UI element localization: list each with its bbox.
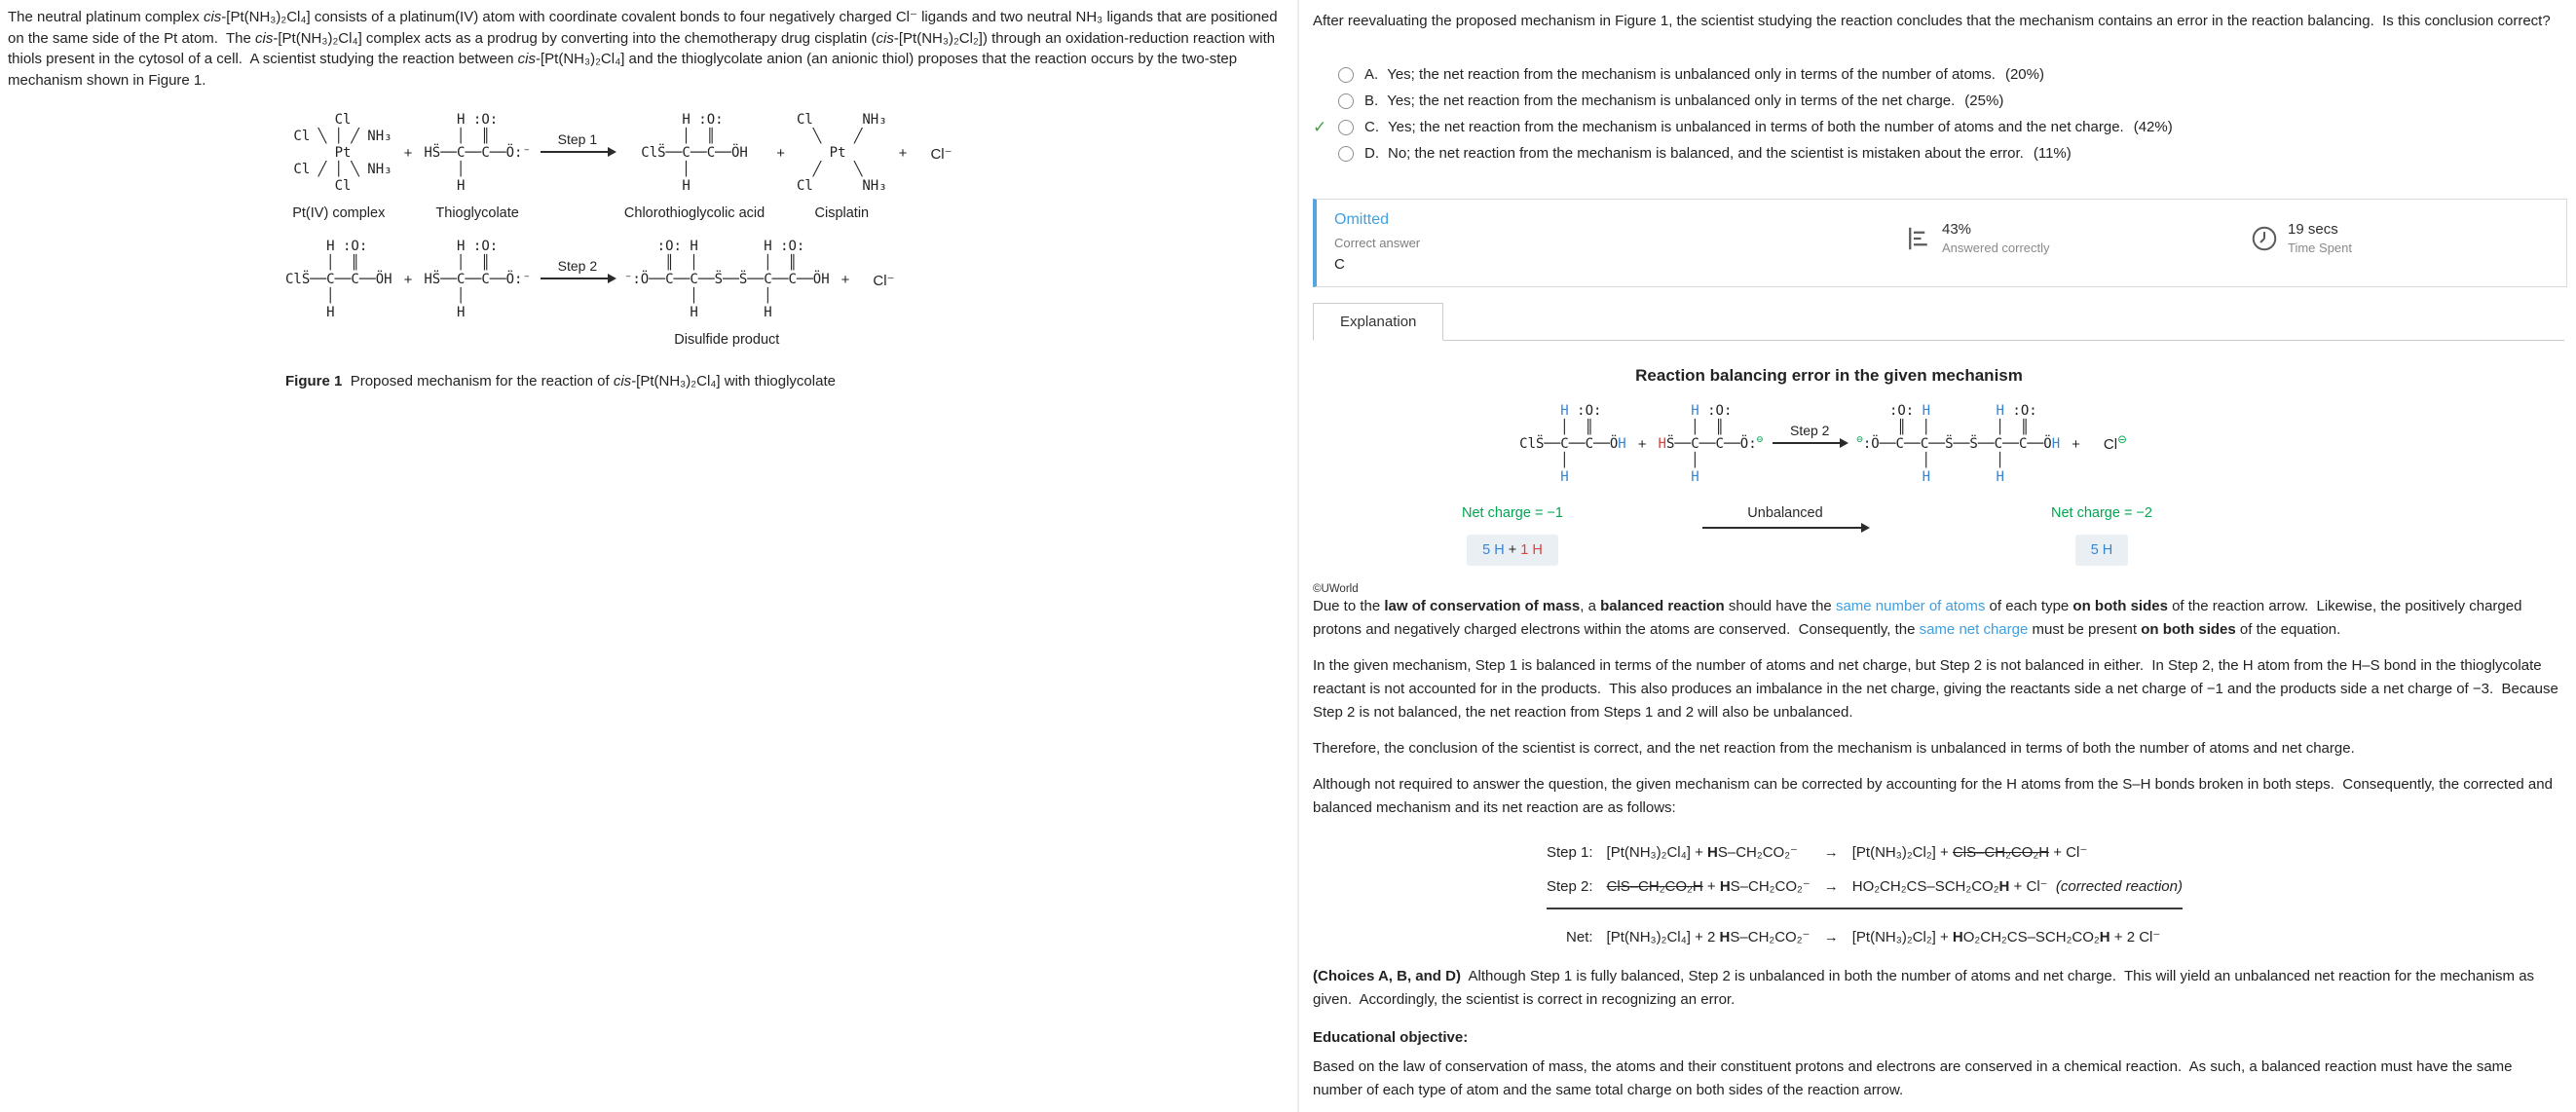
choice-text: Yes; the net reaction from the mechanism is unbalanced only in terms of the net charge. xyxy=(1387,93,1956,109)
answered-stat-text xyxy=(1942,221,2050,255)
text-segment: H xyxy=(1952,929,1963,945)
text-segment: [Pt(NH₃)₂Cl₂] + xyxy=(1851,844,1953,861)
text-segment: H xyxy=(1707,844,1718,861)
structure-line xyxy=(1519,436,1626,453)
plus-sign: + xyxy=(840,272,850,288)
choice-d[interactable] xyxy=(1313,145,2564,162)
step2-arrow-label: Step 2 xyxy=(1789,423,1830,438)
choice-percentage: (25%) xyxy=(1964,93,2004,109)
question-stem xyxy=(8,7,1288,91)
text-segment: Although not required to answer the question, the given mechanism can be corrected by accounting for the H atoms from the S–H bonds broken in both steps. Consequently, the corrected and balanced mechanism and its net reaction are as follows: xyxy=(1313,776,2557,816)
equation-sum-line xyxy=(1547,908,2183,909)
plus-sign: + xyxy=(1637,436,1647,453)
text-segment: H xyxy=(424,305,466,320)
text-segment: on both sides xyxy=(2072,598,2168,614)
choice-text: Yes; the net reaction from the mechanism is unbalanced in terms of both the number of atoms and the net charge. xyxy=(1388,119,2124,135)
step2-arrow-label: Step 2 xyxy=(557,258,598,274)
text-segment: H xyxy=(2051,436,2061,452)
explanation-paragraph-4 xyxy=(1313,773,2564,820)
structure-line xyxy=(641,145,748,162)
explanation-step2-reaction xyxy=(1519,403,2139,486)
structure-line xyxy=(424,178,531,195)
equation-arrow: → xyxy=(1823,878,1839,895)
explanation-content xyxy=(1313,341,2564,1102)
structure-line xyxy=(1856,469,2060,486)
text-segment: ClS̈──C──C──Ö xyxy=(1519,436,1619,452)
text-segment: 1 H xyxy=(1520,542,1543,558)
structure-line xyxy=(285,239,392,255)
text-segment: + xyxy=(1702,878,1720,895)
text-segment: S̈──C──C──Ö: xyxy=(1665,436,1757,452)
structure-line xyxy=(1856,403,2060,420)
plus-sign: + xyxy=(2072,436,2080,453)
text-segment: Cl xyxy=(2103,436,2118,453)
reaction-arrow-icon xyxy=(1773,442,1847,444)
structure-line xyxy=(424,112,531,129)
structure-line xyxy=(641,112,748,129)
educational-objective-text xyxy=(1313,1056,2564,1102)
text-segment: 5 H xyxy=(2090,542,2113,558)
structure-line xyxy=(1856,420,2060,436)
structure-line xyxy=(641,178,748,195)
text-segment: │ ║ xyxy=(1519,420,1593,435)
structure-line xyxy=(797,162,887,178)
text-segment: │ xyxy=(641,162,691,177)
text-segment: + Cl⁻ xyxy=(2009,878,2056,895)
text-segment: │ ║ xyxy=(424,129,490,144)
structure-line xyxy=(1519,420,1626,436)
text-segment: -[Pt(NH₃)₂Cl₄] consists of a platinum(IV) atom with coordinate covalent bonds to four negatively charged Cl⁻ ligands and two neutral NH₃ ligands that are positioned on the same side of the Pt atom. The xyxy=(8,9,1282,47)
choice-c-correct[interactable] xyxy=(1313,119,2564,135)
text-segment: :O: xyxy=(1699,403,1733,419)
text-segment: Although Step 1 is fully balanced, Step 2 is unbalanced in both the number of atoms and net charge. This will yield an unbalanced net reaction for the mechanism as given. Accordingly, the scientist is correct in recognizing an error. xyxy=(1313,968,2539,1008)
structure-line xyxy=(1519,453,1626,469)
answered-correctly-stat xyxy=(1904,221,2250,255)
choice-text: Yes; the net reaction from the mechanism is unbalanced only in terms of the number of atoms. xyxy=(1387,66,1996,83)
tab-explanation[interactable]: Explanation xyxy=(1313,303,1443,341)
structure-line xyxy=(285,129,392,145)
structure-line xyxy=(624,288,830,305)
text-segment: Pt xyxy=(796,145,846,161)
structure-label: Disulfide product xyxy=(674,332,780,348)
text-segment xyxy=(1519,403,1560,419)
text-segment: cis xyxy=(255,29,274,47)
text-segment: H xyxy=(1691,403,1699,419)
text-segment: H xyxy=(285,305,335,320)
radio-choice-b[interactable] xyxy=(1338,93,1354,109)
text-segment: H xyxy=(1719,929,1731,945)
structure-line xyxy=(1519,403,1626,420)
text-segment: H :O: xyxy=(424,239,499,254)
equation-lhs xyxy=(1607,877,1811,895)
structure-line xyxy=(424,239,531,255)
text-segment: │ │ xyxy=(1856,453,2004,468)
answered-pct: 43% xyxy=(1942,221,1972,238)
plus-sign: + xyxy=(776,145,785,162)
text-segment: Figure 1 xyxy=(285,373,343,389)
text-segment: │ │ xyxy=(623,288,772,304)
text-segment: S–CH₂CO₂⁻ xyxy=(1730,878,1811,895)
text-segment: :O: xyxy=(2003,403,2037,419)
text-segment: -[Pt(NH₃)₂Cl₄] and the thioglycolate anion (an anionic thiol) proposes that the reaction occurs by the two-step mechanism shown in Figure 1. xyxy=(8,51,1242,89)
text-segment: ⊖ xyxy=(2117,433,2127,446)
hydrogen-count-products xyxy=(2075,535,2129,566)
structure-chlorothioglycolic-acid xyxy=(624,112,765,221)
equation-rhs xyxy=(1852,877,2183,895)
text-segment: ╱ ╲ xyxy=(796,162,863,177)
text-segment: O₂CH₂CS–SCH₂CO₂ xyxy=(1962,929,2100,945)
unbalanced-label: Unbalanced xyxy=(1747,505,1823,521)
structure-line xyxy=(641,129,748,145)
step1-arrow xyxy=(541,131,615,153)
structure-line xyxy=(624,239,830,255)
structure-line xyxy=(424,129,531,145)
text-segment: Proposed mechanism for the reaction of xyxy=(342,373,614,389)
text-segment: H xyxy=(1996,403,2004,419)
text-segment: Pt xyxy=(285,145,352,161)
text-segment: law of conservation of mass xyxy=(1384,598,1581,614)
structure-label: Pt(IV) complex xyxy=(292,205,386,221)
text-segment: , a xyxy=(1580,598,1601,614)
text-segment: of the equation. xyxy=(2235,621,2341,638)
choice-a[interactable] xyxy=(1313,66,2564,83)
explanation-figure xyxy=(1313,366,2345,595)
structure-pt-iv-complex xyxy=(285,112,392,221)
text-segment: The neutral platinum complex xyxy=(8,9,204,25)
structure-disulfide-product xyxy=(1856,403,2060,486)
text-segment: Cl ╱ │ ╲ NH₃ xyxy=(285,162,392,177)
structure-label: Chlorothioglycolic acid xyxy=(623,205,765,221)
equation-lhs xyxy=(1607,928,1811,945)
text-segment: cis xyxy=(517,51,536,67)
choice-percentage: (11%) xyxy=(2033,145,2072,162)
time-spent-stat xyxy=(2250,221,2576,255)
text-segment: cis xyxy=(876,29,894,47)
text-segment: [Pt(NH₃)₂Cl₄] + xyxy=(1606,844,1708,861)
radio-choice-d[interactable] xyxy=(1338,146,1354,162)
hydrogen-count-reactants xyxy=(1467,535,1558,566)
radio-choice-a[interactable] xyxy=(1338,67,1354,83)
text-segment: (corrected reaction) xyxy=(2055,878,2183,895)
equation-lhs xyxy=(1607,843,1811,861)
text-segment: Cl ╲ │ ╱ NH₃ xyxy=(285,129,392,144)
correct-answer-label: Correct answer xyxy=(1334,236,1421,250)
text-segment: ║ │ │ ║ xyxy=(1856,420,2030,435)
structure-line xyxy=(285,162,392,178)
text-segment xyxy=(1659,403,1692,419)
text-segment: H :O: xyxy=(641,112,724,128)
chloride-ion: Cl⁻ xyxy=(873,273,895,289)
choice-text: No; the net reaction from the mechanism is balanced, and the scientist is mistaken about the error. xyxy=(1388,145,2024,162)
text-segment: of each type xyxy=(1985,598,2073,614)
structure-line xyxy=(1658,432,1764,453)
chloride-ion xyxy=(2092,433,2139,453)
text-segment: H xyxy=(1618,436,1626,452)
structure-line xyxy=(285,178,392,195)
text-segment: │ ║ xyxy=(1658,420,1724,435)
structure-line xyxy=(1659,420,1764,436)
text-segment: │ xyxy=(1658,453,1699,468)
text-segment: H xyxy=(1719,878,1731,895)
text-segment: HO₂CH₂CS–SCH₂CO₂ xyxy=(1851,878,1999,895)
text-segment: of the reaction arrow. Likewise, the positively charged protons and negatively charged electrons within the atoms are conserved. Consequently, the xyxy=(1313,598,2526,638)
structure-line xyxy=(641,162,748,178)
choice-letter: A. xyxy=(1364,66,1379,83)
step2-arrow xyxy=(541,258,615,279)
structure-line xyxy=(424,162,531,178)
text-segment: H xyxy=(1922,403,1931,419)
structure-label: Thioglycolate xyxy=(435,205,519,221)
text-segment: H xyxy=(1560,469,1569,485)
text-segment: │ xyxy=(285,288,335,304)
plus-sign: + xyxy=(898,145,908,162)
choice-letter: D. xyxy=(1364,145,1379,162)
text-segment: ⊖ xyxy=(1756,432,1764,446)
net-charge-products: Net charge = −2 xyxy=(2051,505,2152,521)
structure-thioglycolate xyxy=(1659,403,1764,486)
text-segment: Cl NH₃ xyxy=(796,178,887,194)
text-segment: H :O: xyxy=(424,112,499,128)
reaction-arrow-icon xyxy=(541,278,615,279)
time-label: Time Spent xyxy=(2288,241,2352,255)
text-segment: + xyxy=(1504,542,1521,558)
text-segment xyxy=(1856,469,1922,485)
text-segment: [Pt(NH₃)₂Cl₄] + 2 xyxy=(1606,929,1720,945)
choice-letter: C. xyxy=(1364,119,1379,135)
chloride-ion: Cl⁻ xyxy=(930,146,952,163)
text-segment: :O: xyxy=(1568,403,1602,419)
structure-line xyxy=(285,272,392,288)
text-segment: :O: H H :O: xyxy=(623,239,805,254)
bar-chart-icon xyxy=(1904,224,1933,253)
structure-line xyxy=(285,112,392,129)
text-segment: :Ö──C──C──S̈──S̈──C──C──Ö xyxy=(1862,436,2052,452)
corrected-equations xyxy=(1547,843,2183,945)
text-segment: H xyxy=(1560,403,1569,419)
unbalanced-arrow-block xyxy=(1673,505,1897,529)
structure-line xyxy=(285,305,392,321)
text-segment: ClS–CH₂CO₂H xyxy=(1606,878,1703,895)
text-segment: H xyxy=(1996,469,2004,485)
text-segment: ⁻:Ö──C──C──S̈──S̈──C──C──ÖH xyxy=(623,272,830,287)
text-segment xyxy=(1930,403,1996,419)
structure-line xyxy=(1659,403,1764,420)
plus-sign: + xyxy=(403,272,413,288)
text-segment: ║ │ │ ║ xyxy=(623,255,797,271)
text-segment: Therefore, the conclusion of the scientist is correct, and the net reaction from the mechanism is unbalanced in terms of both the number of atoms and net charge. xyxy=(1313,740,2355,757)
text-segment: S–CH₂CO₂⁻ xyxy=(1717,844,1798,861)
explanation-paragraph-1 xyxy=(1313,595,2564,642)
equation-label-net: Net: xyxy=(1566,929,1593,945)
structure-line xyxy=(624,272,830,288)
text-segment: │ ║ xyxy=(641,129,716,144)
text-segment: Cl xyxy=(285,178,352,194)
text-segment: ClS̈──C──C──ÖH xyxy=(641,145,748,161)
answer-pane xyxy=(1299,0,2576,1112)
reaction-arrow-icon xyxy=(541,151,615,153)
structure-label: Cisplatin xyxy=(814,205,870,221)
unbalanced-arrow-icon xyxy=(1702,527,1868,529)
structure-thioglycolate xyxy=(424,239,531,321)
structure-disulfide-product xyxy=(624,239,830,348)
text-segment: HS̈──C──C──Ö:⁻ xyxy=(424,272,531,287)
text-segment xyxy=(1519,469,1560,485)
text-segment: + 2 Cl⁻ xyxy=(2109,929,2161,945)
text-segment: Cl xyxy=(285,112,352,128)
step1-arrow-label: Step 1 xyxy=(557,131,598,147)
correct-answer-value: C xyxy=(1334,256,1345,273)
explanation-tabbar xyxy=(1313,303,2564,341)
equation-rhs xyxy=(1852,843,2183,861)
text-segment: ClS̈──C──C──ÖH xyxy=(285,272,392,287)
inline-link[interactable]: same net charge xyxy=(1919,621,2029,638)
text-segment: │ ║ xyxy=(285,255,359,271)
answer-choices xyxy=(1313,66,2564,162)
text-segment: H xyxy=(1998,878,2010,895)
text-segment: In the given mechanism, Step 1 is balanced in terms of the number of atoms and net charge, but Step 2 is not balanced in either. In Step 2, the H atom from the H–S bond in the thioglycolate reactant is not accounted for in the products. This also produces an imbalance in the net charge, giving the reactants side a net charge of −1 and the products side a net charge of −3. Because Step 2 is not balanced, the net reaction from Steps 1 and 2 will also be unbalanced. xyxy=(1313,657,2563,721)
figure1-caption xyxy=(285,373,1288,389)
equation-label-step1: Step 1: xyxy=(1547,844,1593,861)
answered-label: Answered correctly xyxy=(1942,241,2050,255)
text-segment: :O: xyxy=(1856,403,1923,419)
text-segment: H xyxy=(1658,436,1666,452)
structure-line xyxy=(424,305,531,321)
structure-line xyxy=(424,272,531,288)
text-segment: 5 H xyxy=(1482,542,1505,558)
explanation-figure-title: Reaction balancing error in the given mechanism xyxy=(1635,366,2023,385)
result-box xyxy=(1313,199,2567,287)
text-segment: (Choices A, B, and D) xyxy=(1313,968,1461,984)
question-text xyxy=(1313,10,2564,33)
choice-percentage: (20%) xyxy=(2004,66,2044,83)
text-segment: cis xyxy=(613,373,632,389)
time-stat-text xyxy=(2288,221,2352,255)
structure-cisplatin xyxy=(797,112,887,221)
structure-thioglycolate xyxy=(424,112,531,221)
structure-line xyxy=(797,112,887,129)
equation-arrow: → xyxy=(1823,844,1839,861)
text-segment: -[Pt(NH₃)₂Cl₄] complex acts as a prodrug by converting into the chemotherapy drug cisplatin ( xyxy=(273,29,877,47)
text-segment: │ xyxy=(424,162,466,177)
structure-line xyxy=(797,145,887,162)
result-status: Omitted xyxy=(1334,211,1390,228)
text-segment: H xyxy=(424,178,466,194)
text-segment xyxy=(1659,469,1692,485)
text-segment: H xyxy=(2099,929,2110,945)
choices-abd-note xyxy=(1313,965,2564,1012)
equation-label-step2: Step 2: xyxy=(1547,878,1593,895)
equation-rhs xyxy=(1852,928,2183,945)
text-segment: must be present xyxy=(2028,621,2142,638)
structure-line xyxy=(424,288,531,305)
text-segment: cis xyxy=(203,9,222,25)
figure1-step1-reaction xyxy=(285,112,1288,221)
explanation-paragraph-3 xyxy=(1313,737,2564,760)
correct-check-icon: ✓ xyxy=(1313,118,1327,136)
figure1 xyxy=(285,112,1288,389)
figure1-step2-reaction xyxy=(285,239,1288,348)
step2-arrow xyxy=(1773,423,1847,444)
clock-icon xyxy=(2250,224,2279,253)
structure-line xyxy=(1659,469,1764,486)
text-segment: [Pt(NH₃)₂Cl₂] + xyxy=(1851,929,1953,945)
structure-line xyxy=(424,145,531,162)
text-segment: │ xyxy=(424,288,466,304)
choice-percentage: (42%) xyxy=(2133,119,2173,135)
structure-line xyxy=(1856,432,2061,453)
equation-arrow: → xyxy=(1823,929,1839,945)
structure-line xyxy=(285,255,392,272)
structure-line xyxy=(797,178,887,195)
copyright-uworld: ©UWorld xyxy=(1313,583,1359,595)
text-segment: HS̈──C──C──Ö:⁻ xyxy=(424,145,531,161)
text-segment: ╲ ╱ xyxy=(796,129,863,144)
explanation-paragraph-2 xyxy=(1313,654,2564,724)
text-segment: H :O: xyxy=(285,239,368,254)
text-segment: balanced reaction xyxy=(1600,598,1725,614)
text-segment xyxy=(1930,469,1996,485)
structure-chlorothioglycolic-acid xyxy=(285,239,392,321)
structure-line xyxy=(1856,453,2060,469)
result-status-block xyxy=(1334,211,1904,273)
products-charge-block xyxy=(1897,505,2306,566)
structure-line xyxy=(624,305,830,321)
text-segment: H xyxy=(1691,469,1699,485)
text-segment: │ ║ xyxy=(424,255,490,271)
text-segment: should have the xyxy=(1724,598,1836,614)
structure-line xyxy=(1659,453,1764,469)
net-charge-reactants: Net charge = −1 xyxy=(1462,505,1563,521)
structure-line xyxy=(1519,469,1626,486)
inline-link[interactable]: same number of atoms xyxy=(1835,598,1986,614)
plus-sign: + xyxy=(403,145,413,162)
text-segment: on both sides xyxy=(2141,621,2236,638)
reactants-charge-block xyxy=(1352,505,1673,566)
choice-letter: B. xyxy=(1364,93,1379,109)
time-value: 19 secs xyxy=(2288,221,2338,238)
choice-b[interactable] xyxy=(1313,93,2564,109)
radio-choice-c[interactable] xyxy=(1338,120,1354,135)
net-charge-row xyxy=(1352,505,2306,566)
text-segment: S–CH₂CO₂⁻ xyxy=(1730,929,1811,945)
structure-line xyxy=(285,288,392,305)
educational-objective-header: Educational objective: xyxy=(1313,1029,1469,1046)
text-segment: + Cl⁻ xyxy=(2049,844,2088,861)
text-segment: ⊖ xyxy=(1856,432,1863,446)
structure-line xyxy=(797,129,887,145)
text-segment: -[Pt(NH₃)₂Cl₄] with thioglycolate xyxy=(631,373,836,389)
text-segment: │ xyxy=(1519,453,1569,468)
text-segment: ClS–CH₂CO₂H xyxy=(1952,844,2050,861)
text-segment: -[Pt(NH₃)₂Cl₂]) through an oxidation-reduction reaction with thiols present in the cytosol of a cell. A scientist studying the reaction between xyxy=(8,29,1280,67)
text-segment: Cl NH₃ xyxy=(796,112,887,128)
structure-line xyxy=(285,145,392,162)
structure-line xyxy=(624,255,830,272)
text-segment: After reevaluating the proposed mechanism in Figure 1, the scientist studying the reaction concludes that the mechanism contains an error in the reaction balancing. Is this conclusion correct? xyxy=(1313,13,2551,29)
text-segment: H xyxy=(1922,469,1931,485)
text-segment: H H xyxy=(623,305,772,320)
text-segment: Based on the law of conservation of mass, the atoms and their constituent protons and electrons are conserved in a chemical reaction. As such, a balanced reaction must have the same number of each type of atom and the same total charge on both sides of the reaction arrow. xyxy=(1313,1058,2517,1098)
text-segment: Due to the xyxy=(1313,598,1385,614)
structure-line xyxy=(424,255,531,272)
structure-chlorothioglycolic-acid xyxy=(1519,403,1626,486)
text-segment: H xyxy=(641,178,691,194)
